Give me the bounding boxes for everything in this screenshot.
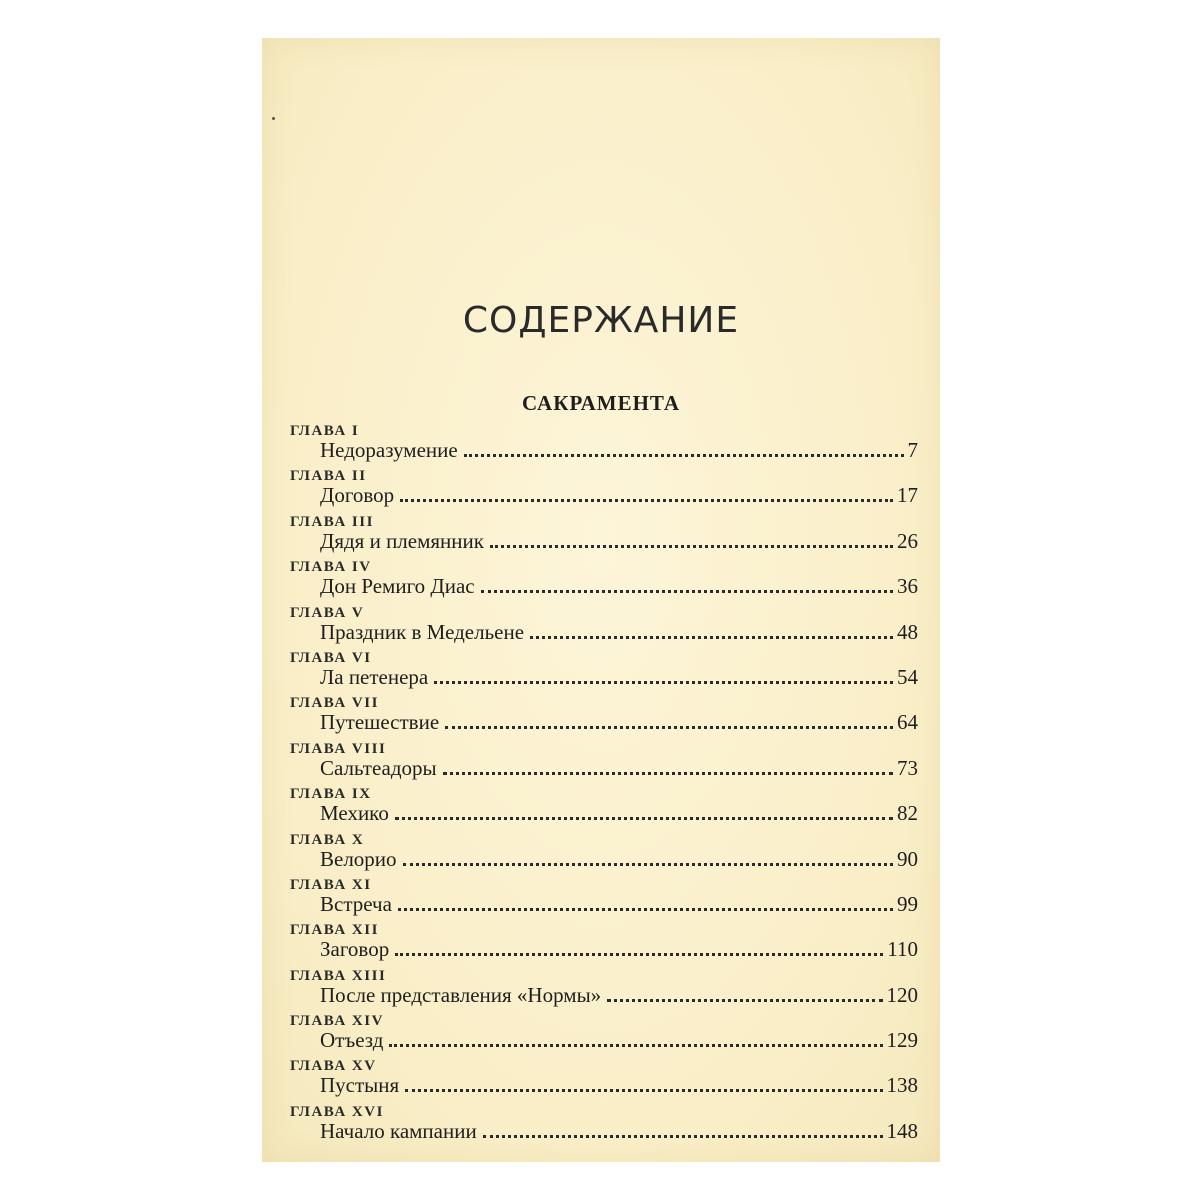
toc-line [320,482,918,508]
toc-line [320,664,918,690]
dot-leader [443,772,893,775]
page-number: 36 [897,574,918,599]
chapter-label: ГЛАВА IV [290,559,372,576]
page-number: 120 [886,982,918,1007]
dot-leader [490,545,893,548]
chapter-label: ГЛАВА III [290,513,374,530]
page-number: 54 [897,664,918,689]
part-title: САКРАМЕНТА [521,391,681,415]
chapter-title: После представления «Нормы» [320,982,602,1007]
chapter-title: Заговор [320,937,390,962]
chapter-label: ГЛАВА XI [290,876,372,893]
dot-leader [434,681,893,684]
toc-entry [290,921,918,966]
toc-entry [290,876,918,921]
toc-entry [290,649,918,694]
page-number: 148 [886,1118,918,1143]
toc-line [320,800,918,826]
dot-leader [464,454,904,457]
page-number: 73 [897,755,918,780]
toc-line [320,936,918,962]
toc-line [320,891,918,917]
toc-entry [290,1103,918,1148]
page-number: 64 [897,710,918,735]
page-number: 90 [897,846,918,871]
table-of-contents [290,422,918,1148]
chapter-title: Встреча [320,891,392,916]
chapter-title: Дон Ремиго Диас [320,574,475,599]
paper-speck [272,117,275,120]
chapter-title: Дядя и племянник [320,528,484,553]
toc-entry [290,967,918,1012]
chapter-label: ГЛАВА V [290,604,365,621]
toc-line [320,755,918,781]
toc-line [320,1072,918,1098]
toc-entry [290,467,918,512]
page-number: 129 [886,1028,918,1053]
toc-line [320,982,918,1008]
chapter-title: Сальтеадоры [320,755,437,780]
dot-leader [403,863,893,866]
chapter-title: Начало кампании [320,1118,477,1143]
chapter-label: ГЛАВА VII [290,695,379,712]
toc-line [320,573,918,599]
dot-leader [398,908,893,911]
toc-line [320,528,918,554]
dot-leader [607,999,882,1002]
chapter-label: ГЛАВА IX [290,786,372,803]
toc-entry [290,422,918,467]
dot-leader [395,953,883,956]
page-number: 17 [897,483,918,508]
contents-title: СОДЕРЖАНИЕ [462,300,740,341]
dot-leader [389,1044,882,1047]
toc-entry [290,785,918,830]
toc-line [320,437,918,463]
chapter-title: Отъезд [320,1028,384,1053]
chapter-label: ГЛАВА VI [290,649,372,666]
page-number: 26 [897,528,918,553]
chapter-label: ГЛАВА VIII [290,740,387,757]
chapter-title: Договор [320,483,395,508]
chapter-label: ГЛАВА XIV [290,1013,384,1030]
chapter-label: ГЛАВА X [290,831,365,848]
chapter-title: Путешествие [320,710,440,735]
chapter-title: Пустыня [320,1073,400,1098]
toc-line [320,1118,918,1144]
dot-leader [400,499,893,502]
page-number: 7 [907,438,918,462]
page-number: 138 [886,1073,918,1098]
chapter-title: Недоразумение [320,438,458,462]
toc-line [320,619,918,645]
dot-leader [445,726,893,729]
toc-entry [290,1012,918,1057]
toc-line [320,709,918,735]
dot-leader [483,1135,883,1138]
dot-leader [481,590,893,593]
dot-leader [530,636,893,639]
chapter-title: Праздник в Медельене [320,619,525,644]
chapter-title: Ла петенера [320,664,429,689]
chapter-label: ГЛАВА XVI [290,1103,384,1120]
dot-leader [405,1089,882,1092]
page-number: 99 [897,891,918,916]
toc-line [320,1027,918,1053]
toc-entry [290,1057,918,1102]
toc-entry [290,694,918,739]
page-number: 82 [897,801,918,826]
page-number: 110 [887,937,918,962]
book-page [262,38,940,1162]
toc-entry [290,604,918,649]
chapter-label: ГЛАВА XIII [290,967,387,984]
page-number: 48 [897,619,918,644]
chapter-label: ГЛАВА XV [290,1058,377,1075]
dot-leader [395,817,893,820]
chapter-title: Мехико [320,801,389,826]
chapter-title: Велорио [320,846,397,871]
toc-entry [290,831,918,876]
chapter-label: ГЛАВА II [290,468,367,485]
chapter-label: ГЛАВА I [290,423,360,439]
toc-entry [290,513,918,558]
chapter-label: ГЛАВА XII [290,922,379,939]
toc-entry [290,740,918,785]
toc-line [320,846,918,872]
toc-entry [290,558,918,603]
